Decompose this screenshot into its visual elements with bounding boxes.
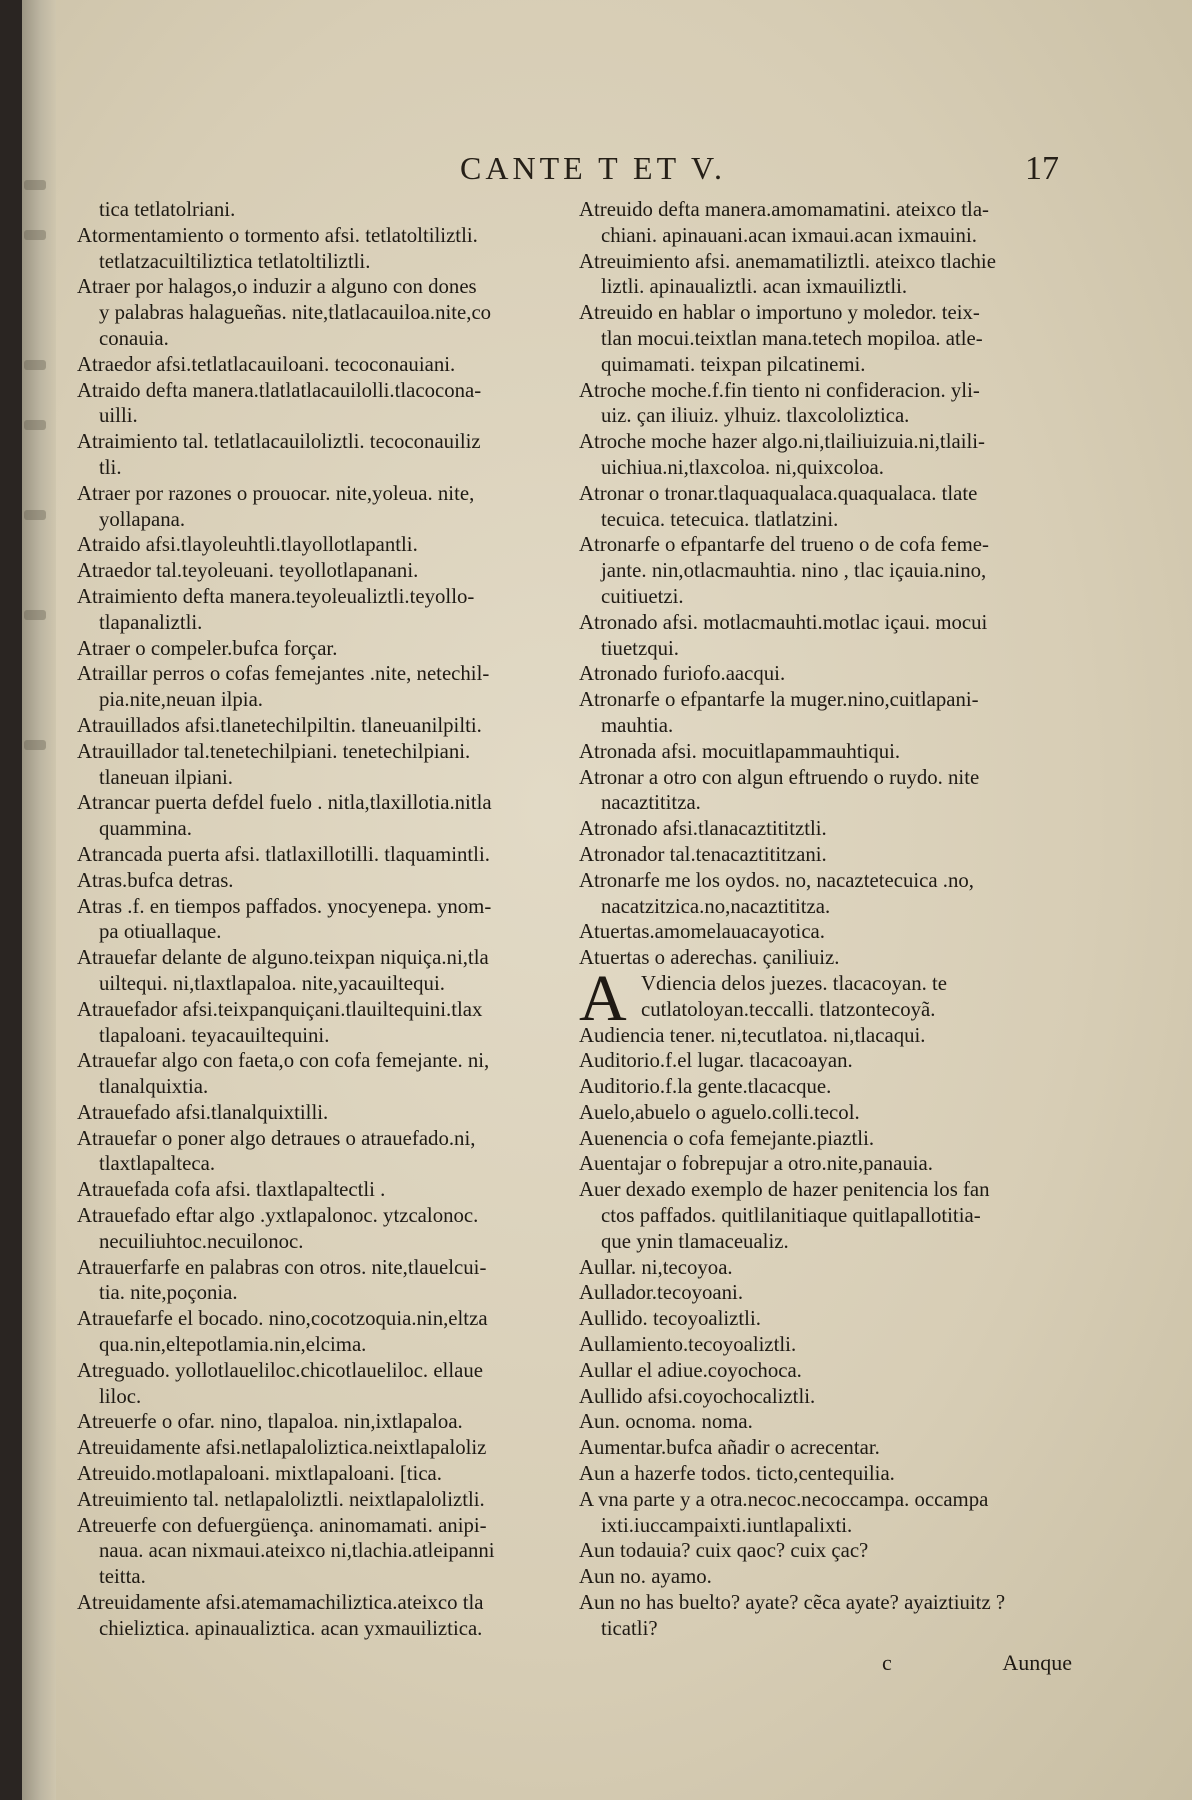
entry-continuation-line: tlapaloani. teyacauiltequini. — [99, 1023, 330, 1047]
dictionary-entry-line: Atroche moche.f.fin tiento ni confideracion. yli- — [579, 378, 980, 402]
drop-capital: A — [579, 961, 627, 1035]
dictionary-entry-line: Atrauefado eftar algo .yxtlapalonoc. ytzcalonoc. — [77, 1204, 479, 1228]
dictionary-entry-line: Atuertas o aderechas. çaniliuiz. — [579, 946, 840, 970]
entry-continuation-line: tlanalquixtia. — [99, 1075, 209, 1099]
spine-ink-mark — [24, 360, 46, 370]
dictionary-entry-line: Atreuerfe con defuergüença. aninomamati. anipi- — [77, 1513, 487, 1537]
page-number: 17 — [1025, 150, 1059, 187]
dictionary-entry-line: Atreuimiento tal. netlapaloliztli. neixtlapaloliztli. — [77, 1487, 485, 1511]
entry-continuation-line: ticatli? — [601, 1616, 658, 1640]
entry-continuation-line: tica tetlatolriani. — [99, 198, 236, 221]
entry-continuation-line: naua. acan nixmaui.ateixco ni,tlachia.atleipanni — [99, 1539, 495, 1563]
dictionary-entry-line: Atrauefado afsi.tlanalquixtilli. — [77, 1100, 329, 1124]
entry-continuation-line: ctos paffados. quitlilanitiaque quitlapallotitia- — [601, 1204, 981, 1228]
entry-continuation-line: uiz. çan iliuiz. ylhuiz. tlaxcololiztica. — [601, 404, 910, 428]
dictionary-entry-line: cutlatoloyan.teccalli. tlatzontecoyã. — [641, 997, 936, 1021]
dictionary-entry-line: Atreuido en hablar o importuno y moledor. teix- — [579, 301, 980, 325]
dictionary-entry-line: Atreuido defta manera.amomamatini. ateixco tla- — [579, 198, 989, 221]
dictionary-entry-line: A vna parte y a otra.necoc.necoccampa. occampa — [579, 1487, 989, 1511]
dictionary-entry-line: Aumentar.bufca añadir o acrecentar. — [579, 1436, 880, 1460]
entry-continuation-line: tlapanaliztli. — [99, 610, 203, 634]
dictionary-entry-line: Atras.bufca detras. — [77, 868, 234, 892]
dictionary-entry-line: Atraido afsi.tlayoleuhtli.tlayollotlapantli. — [77, 533, 418, 557]
dictionary-entry-line: Atraido defta manera.tlatlatlacauilolli.tlacocona- — [77, 378, 482, 402]
spine-ink-mark — [24, 180, 46, 190]
dictionary-entry-line: Atormentamiento o tormento afsi. tetlatoltiliztli. — [77, 223, 478, 247]
entry-continuation-line: mauhtia. — [601, 713, 674, 737]
dictionary-entry-line: Atronar a otro con algun eftruendo o ruydo. nite — [579, 765, 980, 789]
dictionary-entry-line: Atraedor tal.teyoleuani. teyollotlapanani. — [77, 559, 419, 583]
dictionary-entry-line: Aullamiento.tecoyoaliztli. — [579, 1333, 797, 1357]
entry-continuation-line: tlaneuan ilpiani. — [99, 765, 233, 789]
dictionary-entry-line: Atronada afsi. mocuitlapammauhtiqui. — [579, 739, 901, 763]
dictionary-entry-line: Atreuerfe o ofar. nino, tlapaloa. nin,ixtlapaloa. — [77, 1410, 463, 1434]
page-footer — [882, 1650, 1072, 1680]
spine-ink-mark — [24, 230, 46, 240]
entry-continuation-line: uiltequi. ni,tlaxtlapaloa. nite,yacauiltequi. — [99, 971, 445, 995]
catchword: Aunque — [1002, 1650, 1072, 1675]
dictionary-entry-line: Atreuimiento afsi. anemamatiliztli. ateixco tlachie — [579, 249, 996, 273]
dictionary-entry-line: Atraer por razones o prouocar. nite,yoleua. nite, — [77, 481, 475, 505]
dictionary-entry-line: Auelo,abuelo o aguelo.colli.tecol. — [579, 1100, 860, 1124]
dictionary-entry-line: Atrauefar algo con faeta,o con cofa femejante. ni, — [77, 1049, 490, 1073]
dictionary-entry-line: Atraillar perros o cofas femejantes .nite, netechil- — [77, 662, 490, 686]
running-head: CANTE T ET V. — [460, 150, 726, 186]
left-column — [77, 197, 577, 1642]
entry-continuation-line: tecuica. tetecuica. tlatlatzini. — [601, 507, 839, 531]
dictionary-entry-line: Atrauefar delante de alguno.teixpan niquiça.ni,tla — [77, 946, 489, 970]
dictionary-entry-line: Auenencia o cofa femejante.piaztli. — [579, 1126, 875, 1150]
spine-ink-mark — [24, 420, 46, 430]
dictionary-entry-line: Auer dexado exemplo de hazer penitencia los fan — [579, 1178, 990, 1202]
page-spine-edge — [22, 0, 56, 1800]
entry-text: Vdiencia delos juezes. tlacacoyan. te — [641, 971, 948, 995]
dictionary-entry-line: Aun todauia? cuix qaoc? cuix çac? — [579, 1539, 869, 1563]
dictionary-entry-line: Atronarfe me los oydos. no, nacaztetecuica .no, — [579, 868, 974, 892]
dictionary-entry-line: Atrauillador tal.tenetechilpiani. tenetechilpiani. — [77, 739, 471, 763]
entry-continuation-line: y palabras halagueñas. nite,tlatlacauiloa.nite,co — [99, 301, 492, 325]
entry-continuation-line: quammina. — [99, 817, 192, 841]
dictionary-entry-line: Atrauerfarfe en palabras con otros. nite,tlauelcui- — [77, 1255, 487, 1279]
entry-continuation-line: que ynin tlamaceualiz. — [601, 1229, 789, 1253]
dictionary-entry-line: Audiencia tener. ni,tecutlatoa. ni,tlacaqui. — [579, 1023, 926, 1047]
entry-continuation-line: tiuetzqui. — [601, 636, 679, 660]
dictionary-entry-line: Aullido afsi.coyochocaliztli. — [579, 1384, 816, 1408]
entry-continuation-line: liztli. apinaualiztli. acan ixmauiliztli. — [601, 275, 908, 299]
dictionary-entry-line: Atreguado. yollotlaueliloc.chicotlaueliloc. ellaue — [77, 1358, 483, 1382]
dictionary-entry-line: Atroche moche hazer algo.ni,tlailiuizuia.ni,tlaili- — [579, 430, 985, 454]
dictionary-entry-line: Auditorio.f.el lugar. tlacacoayan. — [579, 1049, 853, 1073]
dictionary-entry-line: Auditorio.f.la gente.tlacacque. — [579, 1075, 832, 1099]
entry-continuation-line: liloc. — [99, 1384, 142, 1408]
entry-continuation-line: tli. — [99, 455, 122, 479]
dictionary-entry-line: Aullar el adiue.coyochoca. — [579, 1358, 802, 1382]
dictionary-entry-line: Atreuidamente afsi.netlapaloliztica.neixtlapaloliz — [77, 1436, 487, 1460]
dictionary-entry-line: Atrauefada cofa afsi. tlaxtlapaltectli . — [77, 1178, 386, 1202]
dictionary-entry-line: Aun a hazerfe todos. ticto,centequilia. — [579, 1462, 895, 1486]
entry-continuation-line: tlan mocui.teixtlan mana.tetech mopiloa. atle- — [601, 326, 983, 350]
entry-continuation-line: ixti.iuccampaixti.iuntlapalixti. — [601, 1513, 853, 1537]
dictionary-entry-line: Auentajar o fobrepujar a otro.nite,panauia. — [579, 1152, 933, 1176]
entry-continuation-line: cuitiuetzi. — [601, 584, 684, 608]
dictionary-entry-line: Atronarfe o efpantarfe del trueno o de cofa feme- — [579, 533, 989, 557]
dictionary-entry-line: Atraer por halagos,o induzir a alguno con dones — [77, 275, 477, 299]
dictionary-entry-line: Atras .f. en tiempos paffados. ynocyenepa. ynom- — [77, 894, 492, 918]
dictionary-entry-line: Atronarfe o efpantarfe la muger.nino,cuitlapani- — [579, 688, 979, 712]
entry-continuation-line: quimamati. teixpan pilcatinemi. — [601, 352, 866, 376]
entry-continuation-line: uilli. — [99, 404, 138, 428]
dictionary-entry-line: Atreuidamente afsi.atemamachiliztica.ateixco tla — [77, 1591, 484, 1615]
entry-continuation-line: qua.nin,eltepotlamia.nin,elcima. — [99, 1333, 367, 1357]
spine-ink-mark — [24, 740, 46, 750]
entry-continuation-line: jante. nin,otlacmauhtia. nino , tlac içauia.nino, — [601, 559, 987, 583]
entry-continuation-line: uichiua.ni,tlaxcoloa. ni,quixcoloa. — [601, 455, 884, 479]
entry-continuation-line: tetlatzacuiltiliztica tetlatoltiliztli. — [99, 249, 371, 273]
entry-continuation-line: conauia. — [99, 326, 169, 350]
dictionary-entry-line: Atronado afsi. motlacmauhti.motlac içaui. mocui — [579, 610, 988, 634]
dictionary-entry-line: Atraedor afsi.tetlatlacauiloani. tecoconauiani. — [77, 352, 456, 376]
entry-continuation-line: pia.nite,neuan ilpia. — [99, 688, 264, 712]
dictionary-entry-line: Aun no. ayamo. — [579, 1565, 712, 1589]
entry-continuation-line: nacaztititza. — [601, 791, 701, 815]
dictionary-entry-line: Atrancar puerta defdel fuelo . nitla,tlaxillotia.nitla — [77, 791, 492, 815]
entry-continuation-line: tlaxtlapalteca. — [99, 1152, 216, 1176]
entry-continuation-line: tia. nite,poçonia. — [99, 1281, 238, 1305]
dictionary-entry-line: Atreuido.motlapaloani. mixtlapaloani. [tica. — [77, 1462, 442, 1486]
dictionary-entry-line: Aullador.tecoyoani. — [579, 1281, 744, 1305]
dictionary-entry-line: Aun. ocnoma. noma. — [579, 1410, 753, 1434]
dictionary-entry-line: Atraer o compeler.bufca forçar. — [77, 636, 338, 660]
dictionary-entry-line: Atrauefador afsi.teixpanquiçani.tlauiltequini.tlax — [77, 997, 483, 1021]
entry-continuation-line: necuiliuhtoc.necuilonoc. — [99, 1229, 304, 1253]
entry-continuation-line: teitta. — [99, 1565, 146, 1589]
dictionary-entry-line: Atrancada puerta afsi. tlatlaxillotilli. tlaquamintli. — [77, 842, 490, 866]
book-page — [22, 0, 1192, 1800]
dictionary-entry-line: Atraimiento tal. tetlatlacauiloliztli. tecoconauiliz — [77, 430, 481, 454]
dictionary-entry-line: Atronar o tronar.tlaquaqualaca.quaqualaca. tlate — [579, 481, 978, 505]
spine-ink-mark — [24, 510, 46, 520]
entry-continuation-line: chieliztica. apinaualiztica. acan yxmauiliztica. — [99, 1616, 483, 1640]
entry-continuation-line: nacatzitzica.no,nacaztititza. — [601, 894, 831, 918]
right-column — [579, 197, 1079, 1642]
entry-continuation-line: pa otiuallaque. — [99, 920, 222, 944]
dictionary-entry-line: Atronado afsi.tlanacaztititztli. — [579, 817, 827, 841]
dictionary-entry-line: Aullar. ni,tecoyoa. — [579, 1255, 733, 1279]
dictionary-entry-line: Atronado furiofo.aacqui. — [579, 662, 786, 686]
entry-continuation-line: yollapana. — [99, 507, 186, 531]
spine-ink-mark — [24, 610, 46, 620]
dictionary-entry-line: Atronador tal.tenacaztititzani. — [579, 842, 827, 866]
dictionary-entry-line: Aun no has buelto? ayate? cẽca ayate? ayaiztiuitz ? — [579, 1591, 1006, 1615]
dictionary-entry-line: Atraimiento defta manera.teyoleualiztli.teyollo- — [77, 584, 475, 608]
entry-continuation-line: chiani. apinauani.acan ixmaui.acan ixmauini. — [601, 223, 977, 247]
dictionary-entry-line: Atuertas.amomelauacayotica. — [579, 920, 825, 944]
dictionary-entry-line: Aullido. tecoyoaliztli. — [579, 1307, 761, 1331]
dictionary-entry-line: Atrauefar o poner algo detraues o atrauefado.ni, — [77, 1126, 476, 1150]
signature-mark: c — [882, 1650, 892, 1675]
dictionary-entry-line: Atrauillados afsi.tlanetechilpiltin. tlaneuanilpilti. — [77, 713, 482, 737]
dictionary-entry-line: Atrauefarfe el bocado. nino,cocotzoquia.nin,eltza — [77, 1307, 488, 1331]
